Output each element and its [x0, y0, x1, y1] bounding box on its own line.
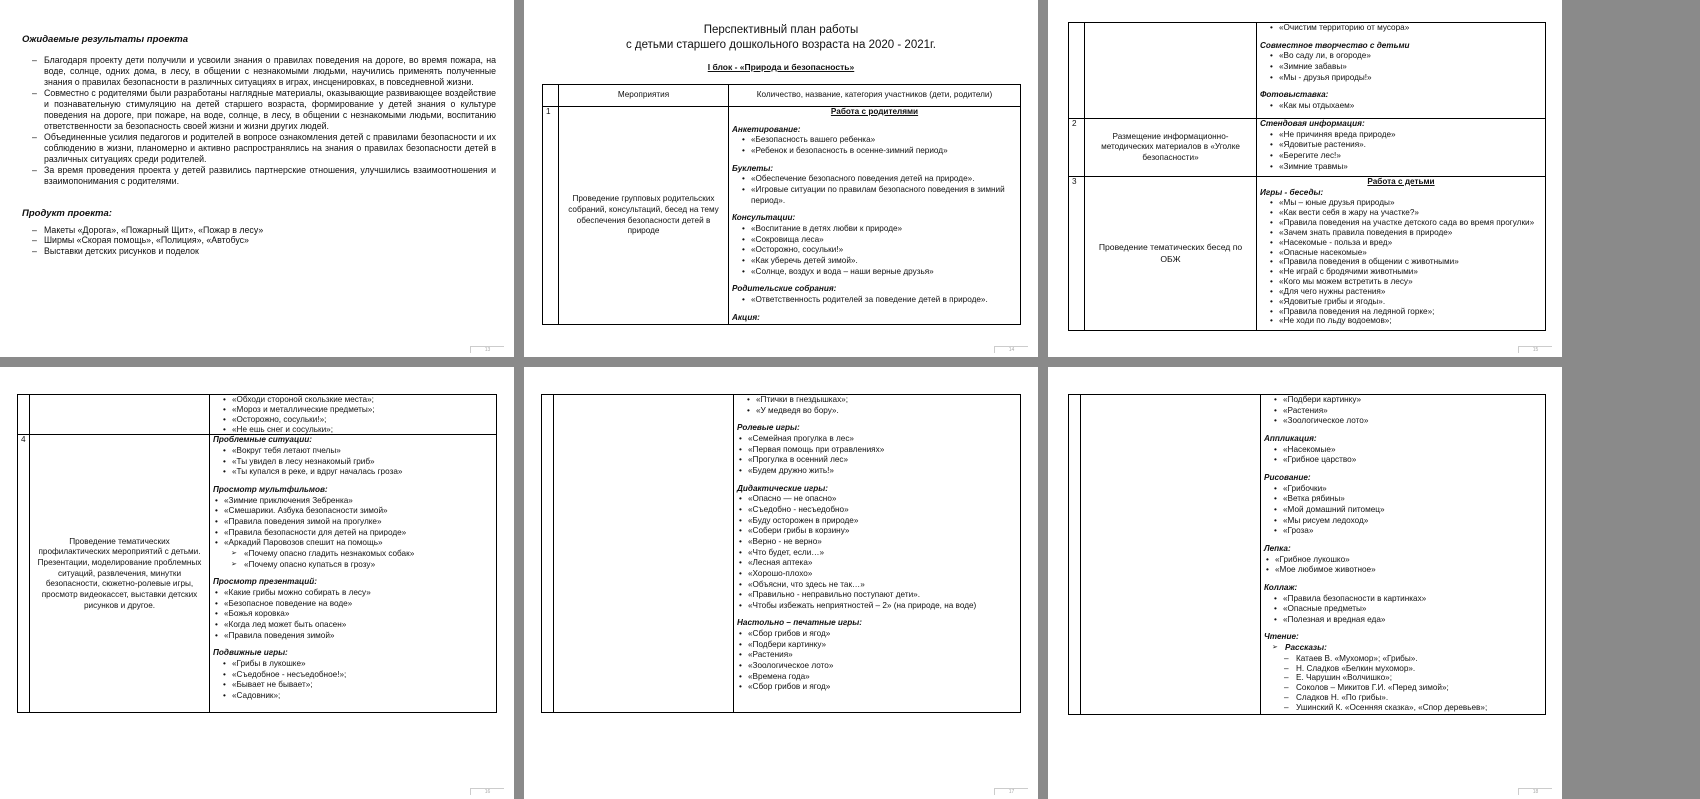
list-item: • «Правильно - неправильно поступают дети». [737, 590, 1017, 601]
work-title: Работа с родителями [830, 107, 919, 116]
plan-title-line2: с детьми старшего дошкольного возраста на 2020 - 2021г. [625, 38, 936, 51]
section-title: Проблемные ситуации: [213, 435, 312, 445]
plan-table-cont [1068, 22, 1546, 331]
list-item: • «Смешарики. Азбука безопасности зимой» [213, 506, 493, 517]
result-item: – Объединенные усилия педагогов и родителей в вопросе ознакомления детей с правилами безопасности и их соблюдению в жизни, планомерно и активно распространялись на знания о правилах безопасности детей в различных ситуациях среди родителей. [32, 132, 496, 165]
list-item: • «Во саду ли, в огороде» [1268, 51, 1542, 62]
list-item: • «Собери грибы в корзину» [737, 526, 1017, 537]
page-6 [1048, 367, 1562, 799]
list-item: • «Божья коровка» [213, 609, 493, 620]
product-item: – Ширмы «Скорая помощь», «Полиция», «Автобус» [32, 235, 496, 246]
list-item: • «Как уберечь детей зимой». [740, 256, 1017, 267]
section-title: Лепка: [1264, 543, 1291, 553]
section-title: Анкетирование: [732, 124, 801, 134]
row-activity-line: Презентации, моделирование проблемных ситуаций, развлечения, минутки безопасности, сюжетно-ролевые игры, просмотр видеокассет, выставки детских рисунков и другое. [37, 557, 202, 610]
section-title: Аппликация: [1264, 433, 1317, 443]
list-item: • «Грибное лукошко» [1264, 555, 1542, 566]
list-item: ➢ «Почему опасно купаться в грозу» [231, 560, 493, 571]
list-item: • «Ребенок и безопасность в осенне-зимний период» [740, 146, 1017, 157]
list-item: • «Будем дружно жить!» [737, 466, 1017, 477]
plan-table-cont [17, 394, 497, 713]
list-item: • «Не ходи по льду водоемов»; [1268, 316, 1542, 326]
row-details [1257, 23, 1546, 119]
page-1-content [22, 34, 496, 257]
section-title: Просмотр мультфильмов: [213, 485, 328, 494]
list-item: • «Съедобное - несъедобное!»; [221, 670, 493, 681]
list-item: • «Обеспечение безопасного поведения детей на природе». [740, 174, 1017, 185]
header-events: Мероприятия [559, 85, 729, 107]
list-item: – Соколов – Микитов Г.И. «Перед зимой»; [1284, 683, 1542, 693]
row-number: 1 [543, 107, 559, 325]
section-title: Консультации: [732, 213, 796, 223]
list-item: • «Как вести себя в жару на участке?» [1268, 208, 1542, 218]
list-item: • «Солнце, воздух и вода – наши верные друзья» [740, 267, 1017, 278]
section-title: Стендовая информация: [1260, 119, 1365, 128]
list-item: • «Съедобно - несъедобно» [737, 505, 1017, 516]
list-item: • «Грибочки» [1272, 484, 1542, 495]
list-item: • «Правила поведения в общении с животными» [1268, 257, 1542, 267]
list-item: • «Не причиняя вреда природе» [1268, 130, 1542, 141]
row-number: 3 [1069, 177, 1085, 331]
list-item: • «Зоологическое лото» [1272, 416, 1542, 427]
page-2 [524, 0, 1038, 357]
list-item: • «Опасно — не опасно» [737, 494, 1017, 505]
list-item: • «Ты купался в реке, и вдруг началась гроза» [221, 467, 493, 478]
list-item: – Н. Сладков «Белкин мухомор». [1284, 664, 1542, 674]
list-item: • «Правила безопасности в картинках» [1272, 594, 1542, 605]
page-4 [0, 367, 514, 799]
list-item: • «Когда лед может быть опасен» [213, 620, 493, 631]
list-item: • «Садовник»; [221, 691, 493, 702]
page-number: 17 [994, 788, 1028, 795]
page-number: 18 [1518, 788, 1552, 795]
vertical-scrollbar[interactable] [1566, 0, 1700, 799]
list-item: • «Прогулка в осенний лес» [737, 455, 1017, 466]
list-item: • «Воспитание в детях любви к природе» [740, 224, 1017, 235]
list-item: • «Осторожно, сосульки!»; [221, 415, 493, 425]
list-item: • «Берегите лес!» [1268, 151, 1542, 162]
list-item: • «Обходи стороной скользкие места»; [221, 395, 493, 405]
list-item: • «Игровые ситуации по правилам безопасного поведения в зимний период». [740, 185, 1017, 206]
block-title: I блок - «Природа и безопасность» [707, 62, 855, 72]
list-item: • «Мы рисуем ледоход» [1272, 516, 1542, 527]
list-item: • «Семейная прогулка в лес» [737, 434, 1017, 445]
list-item: • «Какие грибы можно собирать в лесу» [213, 588, 493, 599]
row-details [210, 435, 497, 713]
section-title: Буклеты: [732, 163, 774, 173]
list-item: • «Растения» [737, 650, 1017, 661]
list-item: • «Первая помощь при отравлениях» [737, 445, 1017, 456]
section-title: Родительские собрания: [732, 284, 837, 294]
row-number: 2 [1069, 119, 1085, 177]
list-item: • «Безопасность вашего ребенка» [740, 135, 1017, 146]
list-item: • «Мы - друзья природы!» [1268, 73, 1542, 84]
list-item: – Сладков Н. «По грибы». [1284, 693, 1542, 703]
list-item: • «Мой домашний питомец» [1272, 505, 1542, 516]
plan-title [524, 23, 1038, 53]
row-activity: Проведение групповых родительских собраний, консультаций, бесед на тему обеспечения безопасности детей в природе [559, 107, 729, 325]
row-details [1257, 177, 1546, 331]
list-item: • «Объясни, что здесь не так…» [737, 580, 1017, 591]
list-item: • «Грибное царство» [1272, 455, 1542, 466]
section-title: Акция: [732, 312, 760, 322]
plan-table [542, 84, 1021, 325]
row-activity [30, 435, 210, 713]
row-activity: Проведение тематических бесед по ОБЖ [1085, 177, 1257, 331]
result-item: – Совместно с родителями были разработаны наглядные материалы, оказывающие развивающее воздействие и познавательную стимуляцию на детей старшего возраста, формирование у детей знания о культуре поведения на дороге, при пожаре, на воде, солнце, в лесу, в общении с незнакомыми людьми, воспитанию ответственности за безопасность своей жизни и жизни других людей. [32, 88, 496, 132]
plan-table-cont [541, 394, 1021, 713]
row-details [1261, 395, 1546, 715]
product-item: – Выставки детских рисунков и поделок [32, 246, 496, 257]
plan-table-cont [1068, 394, 1546, 715]
section-title: Совместное творчество с детьми [1260, 40, 1410, 50]
list-item: • «Подбери картинку» [1272, 395, 1542, 406]
list-item: • «Сбор грибов и ягод» [737, 682, 1017, 693]
list-item: ➢ Рассказы: [1272, 643, 1542, 654]
header-participants: Количество, название, категория участников (дети, родители) [729, 85, 1021, 107]
list-item: • «Не играй с бродячими животными» [1268, 267, 1542, 277]
list-item: • «Правила безопасности для детей на природе» [213, 528, 493, 539]
list-item: • «Осторожно, сосульки!» [740, 245, 1017, 256]
list-item: • «Растения» [1272, 406, 1542, 417]
list-item: • «Что будет, если…» [737, 548, 1017, 559]
section-title: Фотовыставка: [1260, 90, 1329, 100]
list-item: • «Как мы отдыхаем» [1268, 101, 1542, 112]
page-number: 16 [470, 788, 504, 795]
list-item: ➢ «Почему опасно гладить незнакомых собак» [231, 549, 493, 560]
row-details [210, 395, 497, 435]
list-item: • «Безопасное поведение на воде» [213, 599, 493, 610]
list-item: • «Ветка рябины» [1272, 494, 1542, 505]
row-details [729, 107, 1021, 325]
list-item: – Ушинский К. «Осенняя сказка», «Спор деревьев»; [1284, 703, 1542, 713]
list-item: • «Гроза» [1272, 526, 1542, 537]
results-list [22, 55, 496, 187]
list-item: • «Правила поведения зимой» [213, 631, 493, 642]
list-item: • «Для чего нужны растения» [1268, 287, 1542, 297]
list-item: • «Сокровища леса» [740, 235, 1017, 246]
page-number: 13 [470, 346, 504, 353]
work-title: Работа с детьми [1367, 177, 1435, 186]
section-title: Коллаж: [1264, 582, 1298, 592]
page-1 [0, 0, 514, 357]
list-item: • «Правила поведения на ледяной горке»; [1268, 307, 1542, 317]
results-title: Ожидаемые результаты проекта [22, 34, 189, 45]
list-item: • «Правила поведения на участке детского сада во время прогулки» [1268, 218, 1542, 228]
list-item: • «Сбор грибов и ягод» [737, 629, 1017, 640]
list-item: • «Верно - не верно» [737, 537, 1017, 548]
list-item: • «Буду осторожен в природе» [737, 516, 1017, 527]
list-item: • «Подбери картинку» [737, 640, 1017, 651]
row-activity-line: Проведение тематических профилактических мероприятий с детьми. [38, 536, 201, 557]
list-item: • «Мое любимое животное» [1264, 565, 1542, 576]
plan-title-line1: Перспективный план работы [703, 24, 859, 36]
list-item: • «Ты увидел в лесу незнакомый гриб» [221, 457, 493, 468]
list-item: • «Времена года» [737, 672, 1017, 683]
result-item: – Благодаря проекту дети получили и усвоили знания о правилах поведения на дороге, во время пожара, на воде, солнце, одних дома, в лесу, в общении с незнакомыми людьми, научились применять полученные знания о правилах безопасности в различных ситуациях в играх, инсценировках, в повседневной жизни. [32, 55, 496, 88]
product-item: – Макеты «Дорога», «Пожарный Щит», «Пожар в лесу» [32, 225, 496, 236]
list-item: • «Зимние травмы» [1268, 162, 1542, 173]
products-list [22, 225, 496, 258]
page-number: 14 [994, 346, 1028, 353]
list-item: • «Зимние приключения Зебренка» [213, 496, 493, 507]
page-3 [1048, 0, 1562, 357]
list-item: • «Зоологическое лото» [737, 661, 1017, 672]
list-item: • «Грибы в лукошке» [221, 659, 493, 670]
section-title: Подвижные игры: [213, 648, 288, 658]
section-title: Игры - беседы: [1260, 187, 1324, 197]
list-item: • «Ядовитые грибы и ягоды». [1268, 297, 1542, 307]
list-item: • «Правила поведения зимой на прогулке» [213, 517, 493, 528]
page-5 [524, 367, 1038, 799]
product-title: Продукт проекта: [22, 208, 112, 220]
row-details [734, 395, 1021, 713]
page-number: 15 [1518, 346, 1552, 353]
section-title: Дидактические игры: [737, 483, 829, 493]
list-item: • «Насекомые - польза и вред» [1268, 238, 1542, 248]
list-item: • «Бывает не бывает»; [221, 680, 493, 691]
list-item: • «Мы – юные друзья природы» [1268, 198, 1542, 208]
list-item: • «Хорошо-плохо» [737, 569, 1017, 580]
result-item: – За время проведения проекта у детей развились партнерские отношения, улучшились взаимоотношения и взаимопонимания с родителями. [32, 165, 496, 187]
list-item: • «Зимние забавы» [1268, 62, 1542, 73]
list-item: – Е. Чарушин «Волчишко»; [1284, 673, 1542, 683]
list-item: • «Насекомые» [1272, 445, 1542, 456]
list-item: • «Очистим территорию от мусора» [1268, 23, 1542, 34]
section-title: Настольно – печатные игры: [737, 618, 863, 628]
row-activity: Размещение информационно-методических материалов в «Уголке безопасности» [1085, 119, 1257, 177]
list-item: • «Мороз и металлические предметы»; [221, 405, 493, 415]
list-item: • «Птички в гнездышках»; [745, 395, 1017, 406]
list-item: • «Чтобы избежать неприятностей – 2» (на природе, на воде) [737, 601, 1017, 612]
list-item: • «У медведя во бору». [745, 406, 1017, 417]
row-details [1257, 119, 1546, 177]
list-item: • «Кого мы можем встретить в лесу» [1268, 277, 1542, 287]
row-number: 4 [18, 435, 30, 713]
list-item: • «Опасные предметы» [1272, 604, 1542, 615]
section-title: Просмотр презентаций: [213, 577, 318, 587]
section-title: Ролевые игры: [737, 423, 800, 433]
list-item: • «Зачем знать правила поведения в природе» [1268, 228, 1542, 238]
list-item: • «Аркадий Паровозов спешит на помощь» [213, 538, 493, 549]
section-title: Чтение: [1264, 632, 1299, 642]
list-item: • «Лесная аптека» [737, 558, 1017, 569]
list-item: – Катаев В. «Мухомор»; «Грибы». [1284, 654, 1542, 664]
list-item: • «Не ешь снег и сосульки»; [221, 425, 493, 435]
list-item: • «Опасные насекомые» [1268, 248, 1542, 258]
list-item: • «Полезная и вредная еда» [1272, 615, 1542, 626]
list-item: • «Ядовитые растения». [1268, 140, 1542, 151]
section-title: Рисование: [1264, 472, 1311, 482]
list-item: • «Ответственность родителей за поведение детей в природе». [740, 295, 1017, 306]
list-item: • «Вокруг тебя летают пчелы» [221, 446, 493, 457]
